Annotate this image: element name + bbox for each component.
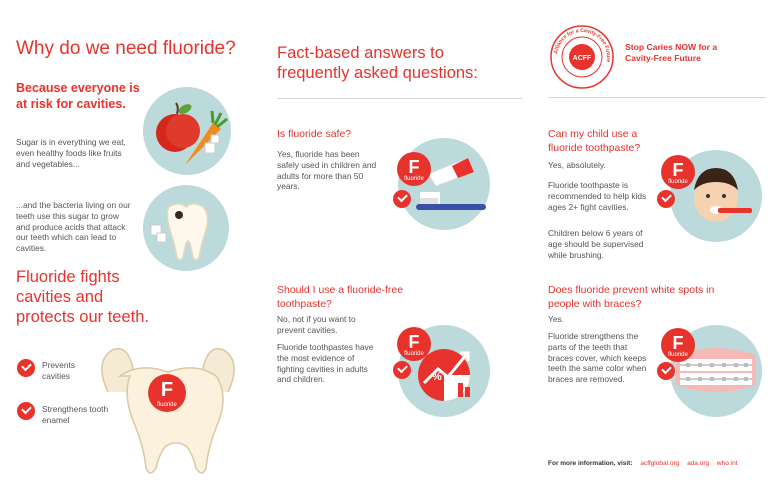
badge-word: fluoride	[157, 402, 177, 408]
badge-letter: F	[160, 379, 174, 401]
badge-letter: F	[408, 332, 420, 352]
question-child: Can my child use a fluoride toothpaste?	[548, 128, 641, 154]
footer-link-ada[interactable]: ada.org	[687, 460, 710, 467]
answer-fluoride-free-1: No, not if you want to prevent cavities.	[277, 314, 356, 335]
answer-braces-2: Fluoride strengthens the parts of the teeth that braces cover, which keeps teeth the same color when braces are removed.	[548, 331, 647, 384]
logo-ring-text: Alliance for a Cavity-Free Future	[553, 27, 612, 63]
answer-fluoride-free-2: Fluoride toothpastes have the most evidence of fighting cavities in adults and children.	[277, 342, 374, 385]
fluoride-badge	[397, 327, 431, 361]
answer-safe: Yes, fluoride has been safely used in children and adults for more than 50 years.	[277, 149, 377, 192]
badge-word: fluoride	[404, 351, 424, 357]
bacteria-paragraph: ...and the bacteria living on our teeth use this sugar to grow and produce acids that attack our teeth which can lead to cavities.	[16, 200, 131, 253]
check-icon	[657, 190, 675, 208]
divider	[277, 98, 522, 99]
cavity-tooth-illustration	[143, 185, 229, 271]
check-icon	[17, 402, 35, 420]
question-fluoride-free: Should I use a fluoride-free toothpaste?	[277, 284, 404, 310]
footer-link-who[interactable]: who.int	[716, 460, 738, 467]
fluoride-heading: Fluoride fights cavities and protects our teeth.	[16, 268, 149, 326]
strong-tooth-illustration	[88, 332, 248, 482]
answer-child-2: Fluoride toothpaste is recommended to help kids ages 2+ fight cavities.	[548, 180, 647, 212]
section-subtitle: Because everyone is at risk for cavities.	[16, 81, 140, 112]
question-safe: Is fluoride safe?	[277, 128, 352, 140]
fluoride-badge	[397, 152, 431, 186]
footer-link-acff[interactable]: acffglobal.org	[640, 460, 680, 467]
badge-letter: F	[672, 333, 684, 353]
badge-word: fluoride	[404, 176, 424, 182]
footer-label: For more information, visit:	[548, 460, 633, 467]
badge-word: fluoride	[668, 352, 688, 358]
tagline: Stop Caries NOW for a Cavity-Free Future	[625, 42, 718, 64]
acff-logo	[549, 24, 615, 90]
badge-letter: F	[408, 157, 420, 177]
check-icon	[657, 362, 675, 380]
check-icon	[393, 361, 411, 379]
check-icon	[17, 359, 35, 377]
faq-title: Fact-based answers to frequently asked questions:	[277, 44, 478, 82]
apple-carrot-icon	[143, 87, 231, 175]
answer-child-1: Yes, absolutely.	[548, 160, 606, 170]
percent-symbol: %	[432, 371, 442, 383]
check-strengthens-enamel: Strengthens tooth enamel	[42, 404, 109, 425]
fluoride-badge	[661, 328, 695, 362]
fluoride-badge	[148, 374, 186, 412]
sugar-paragraph: Sugar is in everything we eat, even healthy foods like fruits and vegetables...	[16, 137, 126, 169]
fluoride-badge	[661, 155, 695, 189]
page-title: Why do we need fluoride?	[16, 38, 236, 59]
answer-braces-1: Yes.	[548, 314, 564, 324]
check-prevents-cavities: Prevents cavities	[42, 360, 76, 381]
answer-child-3: Children below 6 years of age should be supervised while brushing.	[548, 228, 644, 260]
logo-center-text: ACFF	[572, 55, 592, 62]
divider	[548, 97, 766, 98]
check-icon	[393, 190, 411, 208]
footer	[548, 460, 768, 467]
acff-logo-icon	[549, 24, 615, 90]
tooth-cavity-icon	[143, 185, 229, 271]
badge-letter: F	[672, 160, 684, 180]
badge-word: fluoride	[668, 179, 688, 185]
question-braces: Does fluoride prevent white spots in people with braces?	[548, 284, 715, 310]
fruits-illustration	[143, 87, 231, 175]
